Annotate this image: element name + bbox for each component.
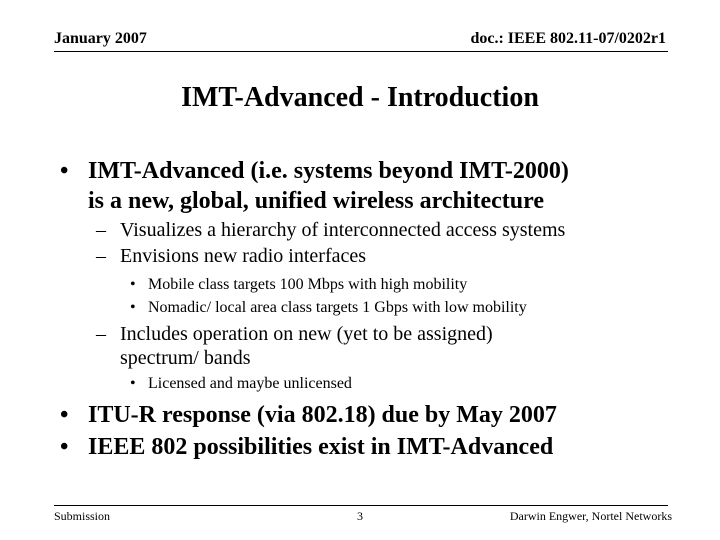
sub-sub-bullet-1: Mobile class targets 100 Mbps with high mobility: [148, 276, 468, 293]
bullet-marker: •: [130, 375, 136, 392]
bullet-2: ITU-R response (via 802.18) due by May 2007: [88, 402, 557, 428]
header-doc-id: doc.: IEEE 802.11-07/0202r1: [470, 30, 666, 47]
sub-bullet-3-line-2: spectrum/ bands: [120, 347, 251, 369]
dash-marker: –: [96, 245, 106, 267]
footer-page-number: 3: [357, 509, 363, 523]
footer-submission: Submission: [54, 509, 111, 523]
header-divider: [54, 51, 668, 52]
bullet-marker: •: [60, 158, 69, 184]
slide-title: IMT-Advanced - Introduction: [181, 82, 539, 113]
sub-bullet-2: Envisions new radio interfaces: [120, 245, 367, 267]
bullet-1-line-1: IMT-Advanced (i.e. systems beyond IMT-2000): [88, 158, 569, 184]
sub-sub-bullet-2: Nomadic/ local area class targets 1 Gbps with low mobility: [148, 299, 527, 316]
footer-divider: [54, 505, 668, 506]
dash-marker: –: [96, 323, 106, 345]
bullet-marker: •: [60, 402, 69, 428]
bullet-marker: •: [130, 276, 136, 293]
bullet-marker: •: [130, 299, 136, 316]
sub-bullet-3-line-1: Includes operation on new (yet to be assigned): [120, 323, 493, 345]
footer-author: Darwin Engwer, Nortel Networks: [509, 509, 672, 523]
bullet-3: IEEE 802 possibilities exist in IMT-Advanced: [88, 434, 554, 460]
bullet-1-line-2: is a new, global, unified wireless architecture: [88, 188, 544, 214]
header-date: January 2007: [54, 30, 147, 47]
bullet-marker: •: [60, 434, 69, 460]
sub-bullet-1: Visualizes a hierarchy of interconnected access systems: [120, 219, 566, 241]
sub-sub-bullet-3: Licensed and maybe unlicensed: [148, 375, 352, 392]
dash-marker: –: [96, 219, 106, 241]
